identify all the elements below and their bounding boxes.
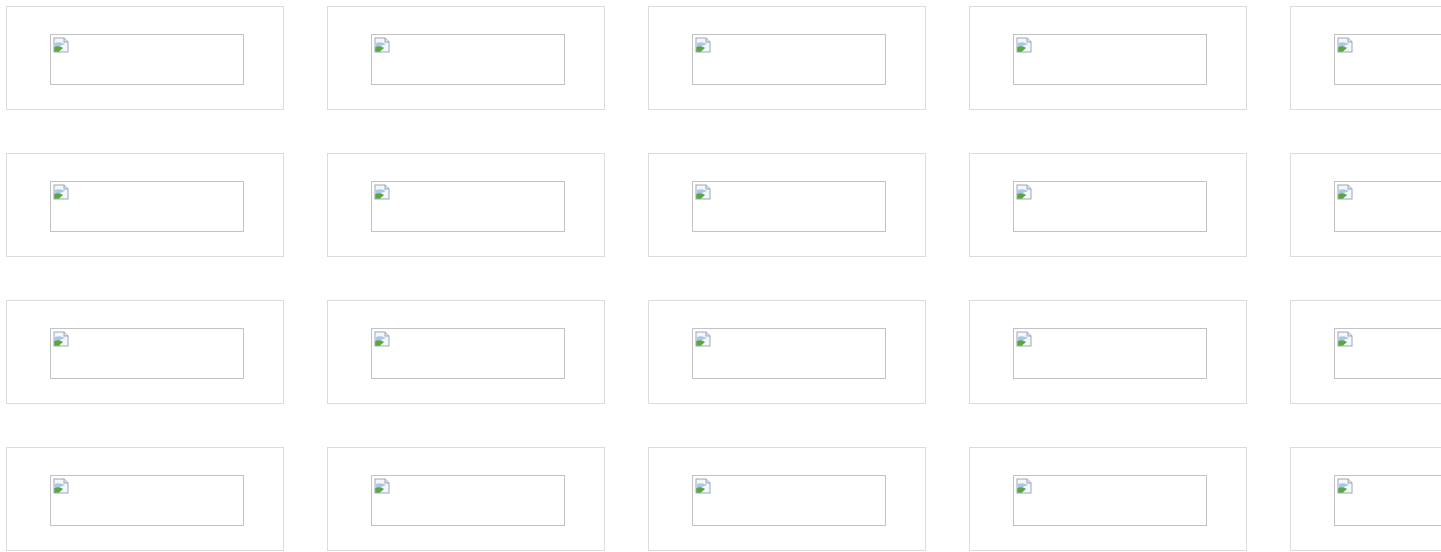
broken-image-icon [53,184,69,200]
logo-image[interactable] [692,181,886,232]
logo-image[interactable] [50,475,244,526]
logo-tile[interactable] [327,153,605,257]
broken-image-icon [1337,331,1353,347]
broken-image-icon [1016,37,1032,53]
logo-image[interactable] [1334,475,1441,526]
logo-tile[interactable] [969,6,1247,110]
logo-image[interactable] [371,328,565,379]
logo-tile[interactable] [1290,153,1441,257]
logo-image[interactable] [1013,475,1207,526]
broken-image-icon [1337,184,1353,200]
logo-tile[interactable] [648,300,926,404]
broken-image-icon [1016,184,1032,200]
broken-image-icon [374,478,390,494]
logo-image[interactable] [50,34,244,85]
broken-image-icon [1337,37,1353,53]
broken-image-icon [695,478,711,494]
logo-image[interactable] [371,475,565,526]
logo-tile[interactable] [648,447,926,551]
logo-tile[interactable] [327,300,605,404]
logo-tile[interactable] [969,153,1247,257]
logo-image[interactable] [1013,181,1207,232]
logo-tile[interactable] [6,447,284,551]
logo-tile[interactable] [648,6,926,110]
broken-image-icon [1016,331,1032,347]
broken-image-icon [695,184,711,200]
logo-image[interactable] [50,181,244,232]
logo-image[interactable] [371,181,565,232]
logo-tile[interactable] [1290,447,1441,551]
broken-image-icon [695,37,711,53]
logo-tile[interactable] [6,300,284,404]
logo-image[interactable] [50,328,244,379]
logo-image[interactable] [1334,34,1441,85]
logo-tile[interactable] [327,6,605,110]
broken-image-icon [695,331,711,347]
logo-tile[interactable] [1290,6,1441,110]
broken-image-icon [1337,478,1353,494]
logo-tile[interactable] [1290,300,1441,404]
logo-tile[interactable] [969,447,1247,551]
logo-image[interactable] [1013,328,1207,379]
logo-tile[interactable] [969,300,1247,404]
logo-tile[interactable] [327,447,605,551]
logo-tile[interactable] [6,6,284,110]
logo-image[interactable] [692,328,886,379]
broken-image-icon [53,478,69,494]
broken-image-icon [1016,478,1032,494]
broken-image-icon [374,37,390,53]
logo-image[interactable] [1013,34,1207,85]
broken-image-icon [374,184,390,200]
logo-image[interactable] [1334,181,1441,232]
broken-image-icon [374,331,390,347]
logo-tile[interactable] [648,153,926,257]
logo-tile[interactable] [6,153,284,257]
logo-image[interactable] [1334,328,1441,379]
broken-image-icon [53,37,69,53]
logo-image[interactable] [692,475,886,526]
broken-image-icon [53,331,69,347]
logo-image[interactable] [371,34,565,85]
logo-image[interactable] [692,34,886,85]
